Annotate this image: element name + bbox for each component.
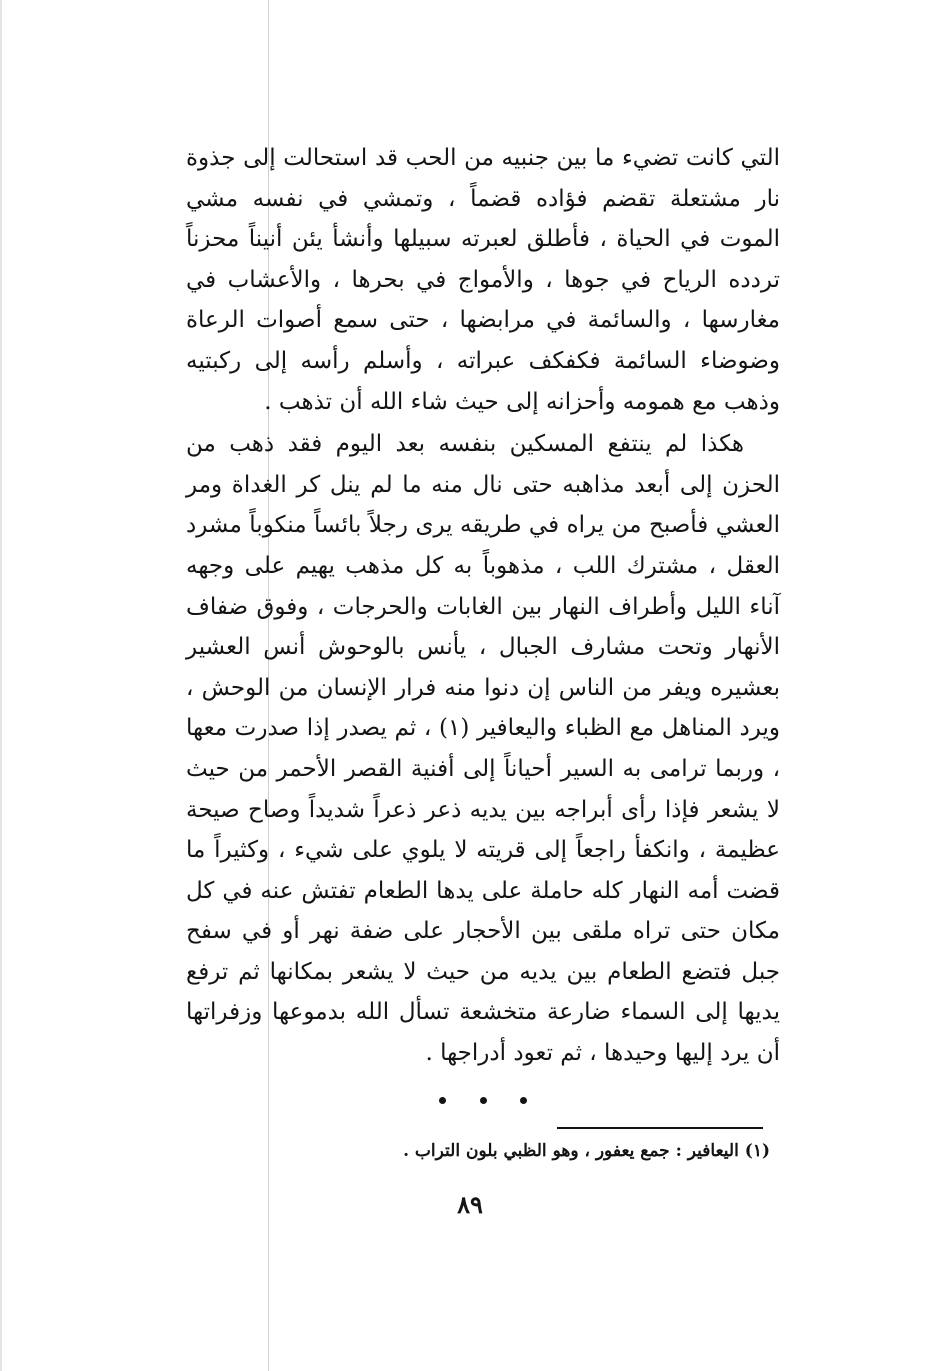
separator-dot (439, 1097, 446, 1104)
footnote: (١) اليعافير : جمع يعفور ، وهو الظبي بلون التراب . (403, 1141, 770, 1161)
scan-edge (0, 0, 2, 1371)
footnote-rule (557, 1127, 763, 1129)
paragraph-2: هكذا لم ينتفع المسكين بنفسه بعد اليوم فقد ذهب من الحزن إلى أبعد مذاهبه حتى نال منه ما لم ينل كر الغداة ومر العشي فأصبح من يراه في طريقه يرى رجلاً بائساً منكوباً مشرد العقل ، مشترك اللب ، مذهوباً به كل مذهب يهيم على وجهه آناء الليل وأطراف النهار بين الغابات والحرجات ، وفوق ضفاف الأنهار وتحت مشارف الجبال ، يأنس بالوحوش أنس العشير بعشيره ويفر من الناس إن دنوا منه فرار الإنسان من الوحش ، ويرد المناهل مع الظباء واليعافير (١) ، ثم يصدر إذا صدرت معها ، وربما ترامى به السير أحياناً إلى أفنية القصر الأحمر من حيث لا يشعر فإذا رأى أبراجه بين يديه ذعر ذعراً شديداً وصاح صيحة عظيمة ، وانكفأ راجعاً إلى قريته لا يلوي على شيء ، وكثيراً ما قضت أمه النهار كله حاملة على يدها الطعام تفتش عنه في كل مكان حتى تراه ملقى بين الأحجار على ضفة نهر أو في سفح جبل فتضع الطعام بين يديه من حيث لا يشعر بمكانها ثم ترفع يديها إلى السماء ضارعة متخشعة تسأل الله بدموعها وزفراتها أن يرد إليها وحيدها ، ثم تعود أدراجها . (186, 431, 781, 1067)
paragraph-1: التي كانت تضيء ما بين جنبيه من الحب قد استحالت إلى جذوة نار مشتعلة تقضم فؤاده قضماً ، وتمشي في نفسه مشي الموت في الحياة ، فأطلق لعبرته سبيلها وأنشأ يئن أنيناً محزناً تردده الرياح في جوها ، والأمواج في بحرها ، والأعشاب في مغارسها ، والسائمة في مرابضها ، حتى سمع أصوات الرعاة وضوضاء السائمة فكفكف عبراته ، وأسلم رأسه إلى ركبتيه وذهب مع همومه وأحزانه إلى حيث شاء الله أن تذهب . (186, 145, 780, 415)
separator-dot (480, 1097, 487, 1104)
section-separator (186, 1090, 780, 1110)
page-number: ٨٩ (457, 1190, 483, 1219)
separator-dot (520, 1097, 527, 1104)
page-body (186, 138, 780, 1110)
